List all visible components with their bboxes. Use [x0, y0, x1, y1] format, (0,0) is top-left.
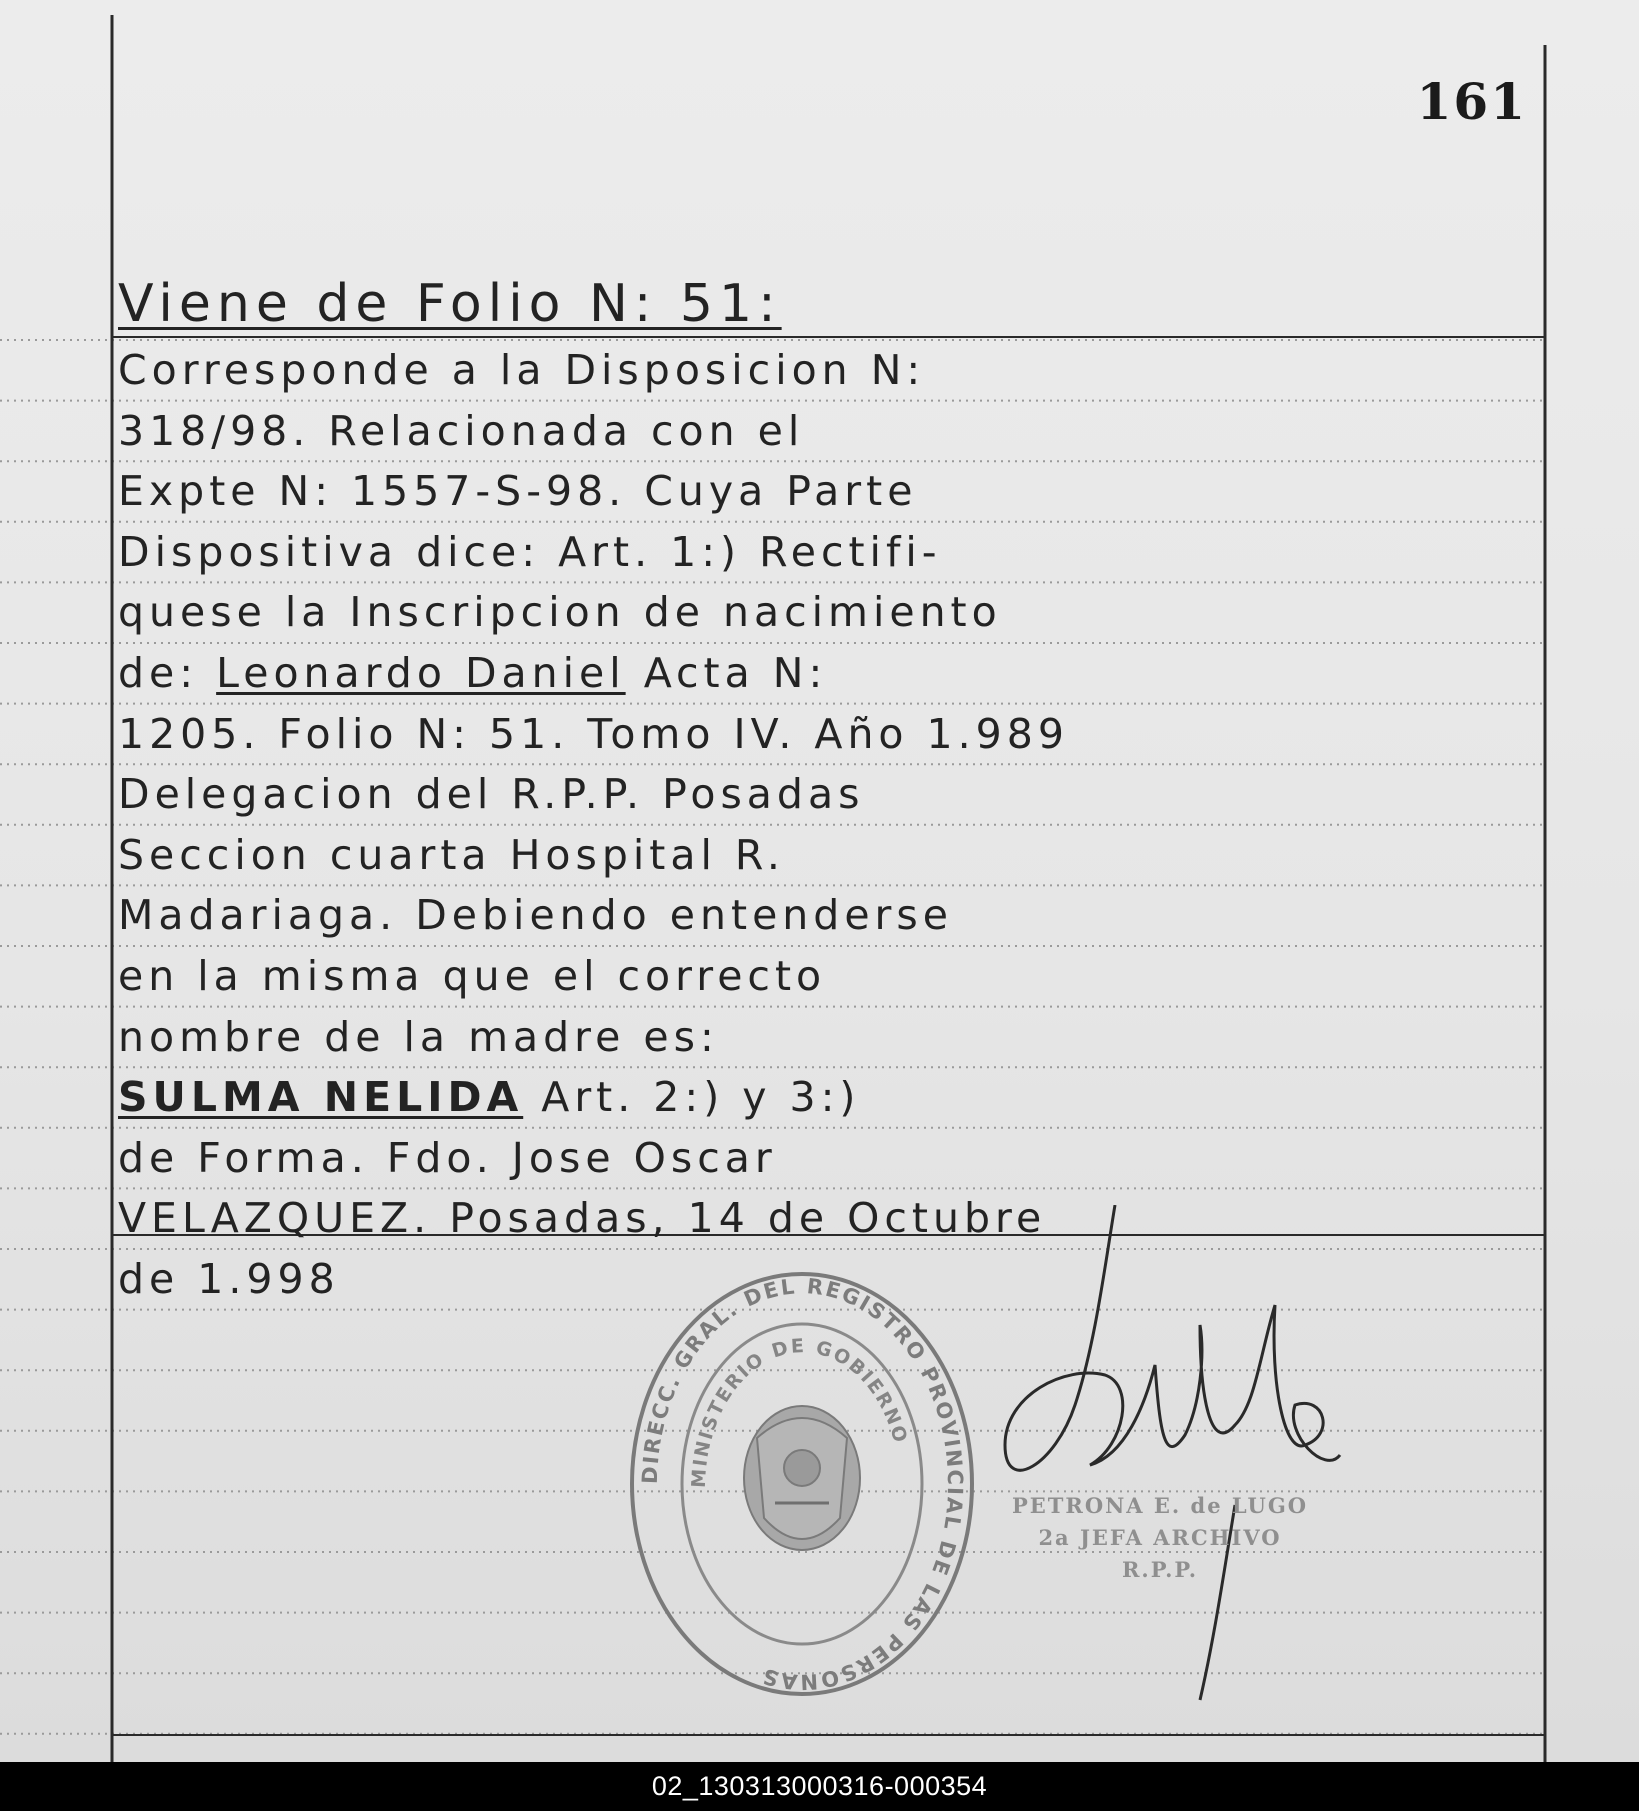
acta-label: Acta N: — [643, 648, 828, 697]
entry-line-2: 318/98. Relacionada con el — [118, 406, 805, 455]
page-number: 161 — [1416, 72, 1527, 131]
entry-line-mother — [118, 1067, 1538, 1128]
seal-coat-of-arms-icon — [744, 1406, 860, 1550]
mother-name: SULMA NELIDA — [118, 1073, 524, 1122]
signatory-office: R.P.P. — [1121, 1557, 1198, 1582]
entry-line-16: de 1.998 — [118, 1254, 340, 1303]
seal-outer-text: DIRECC. GRAL. DEL REGISTRO PROVINCIAL DE LAS PERSONAS — [637, 1274, 968, 1694]
signatory-title: 2a JEFA ARCHIVO — [1038, 1525, 1282, 1550]
signatory-name: PETRONA E. de LUGO — [1011, 1493, 1309, 1518]
entry-line-12: nombre de la madre es: — [118, 1012, 719, 1061]
entry-line-10: Madariaga. Debiendo entenderse — [118, 891, 953, 940]
handwritten-signature — [985, 1205, 1385, 1705]
child-line-prefix: de: — [118, 648, 199, 697]
official-seal — [625, 1268, 980, 1700]
entry-line-3: Expte N: 1557-S-98. Cuya Parte — [118, 467, 918, 516]
seal-inner-text: MINISTERIO DE GOBIERNO — [687, 1335, 912, 1489]
entry-line-5: quese la Inscripcion de nacimiento — [118, 588, 1002, 637]
signatory-caption — [980, 1490, 1340, 1586]
entry-line-15: VELAZQUEZ. Posadas, 14 de Octubre — [118, 1194, 1047, 1243]
entry-line-1: Corresponde a la Disposicion N: — [118, 346, 926, 394]
entry-line-child — [118, 643, 1538, 704]
entry-line-4: Dispositiva dice: Art. 1:) Rectifi- — [118, 527, 942, 576]
registry-entry — [118, 272, 1538, 1310]
entry-heading: Viene de Folio N: 51: — [118, 274, 782, 334]
child-name: Leonardo Daniel — [216, 648, 626, 697]
entry-line-11: en la misma que el correcto — [118, 951, 827, 1000]
entry-line-9: Seccion cuarta Hospital R. — [118, 830, 785, 879]
entry-line-7: 1205. Folio N: 51. Tomo IV. Año 1.989 — [118, 709, 1069, 758]
document-id-bar: 02_130313000316-000354 — [0, 1762, 1639, 1811]
entry-line-14: de Forma. Fdo. Jose Oscar — [118, 1133, 777, 1182]
entry-line-8: Delegacion del R.P.P. Posadas — [118, 770, 865, 819]
articles-text: Art. 2:) y 3:) — [541, 1073, 861, 1122]
